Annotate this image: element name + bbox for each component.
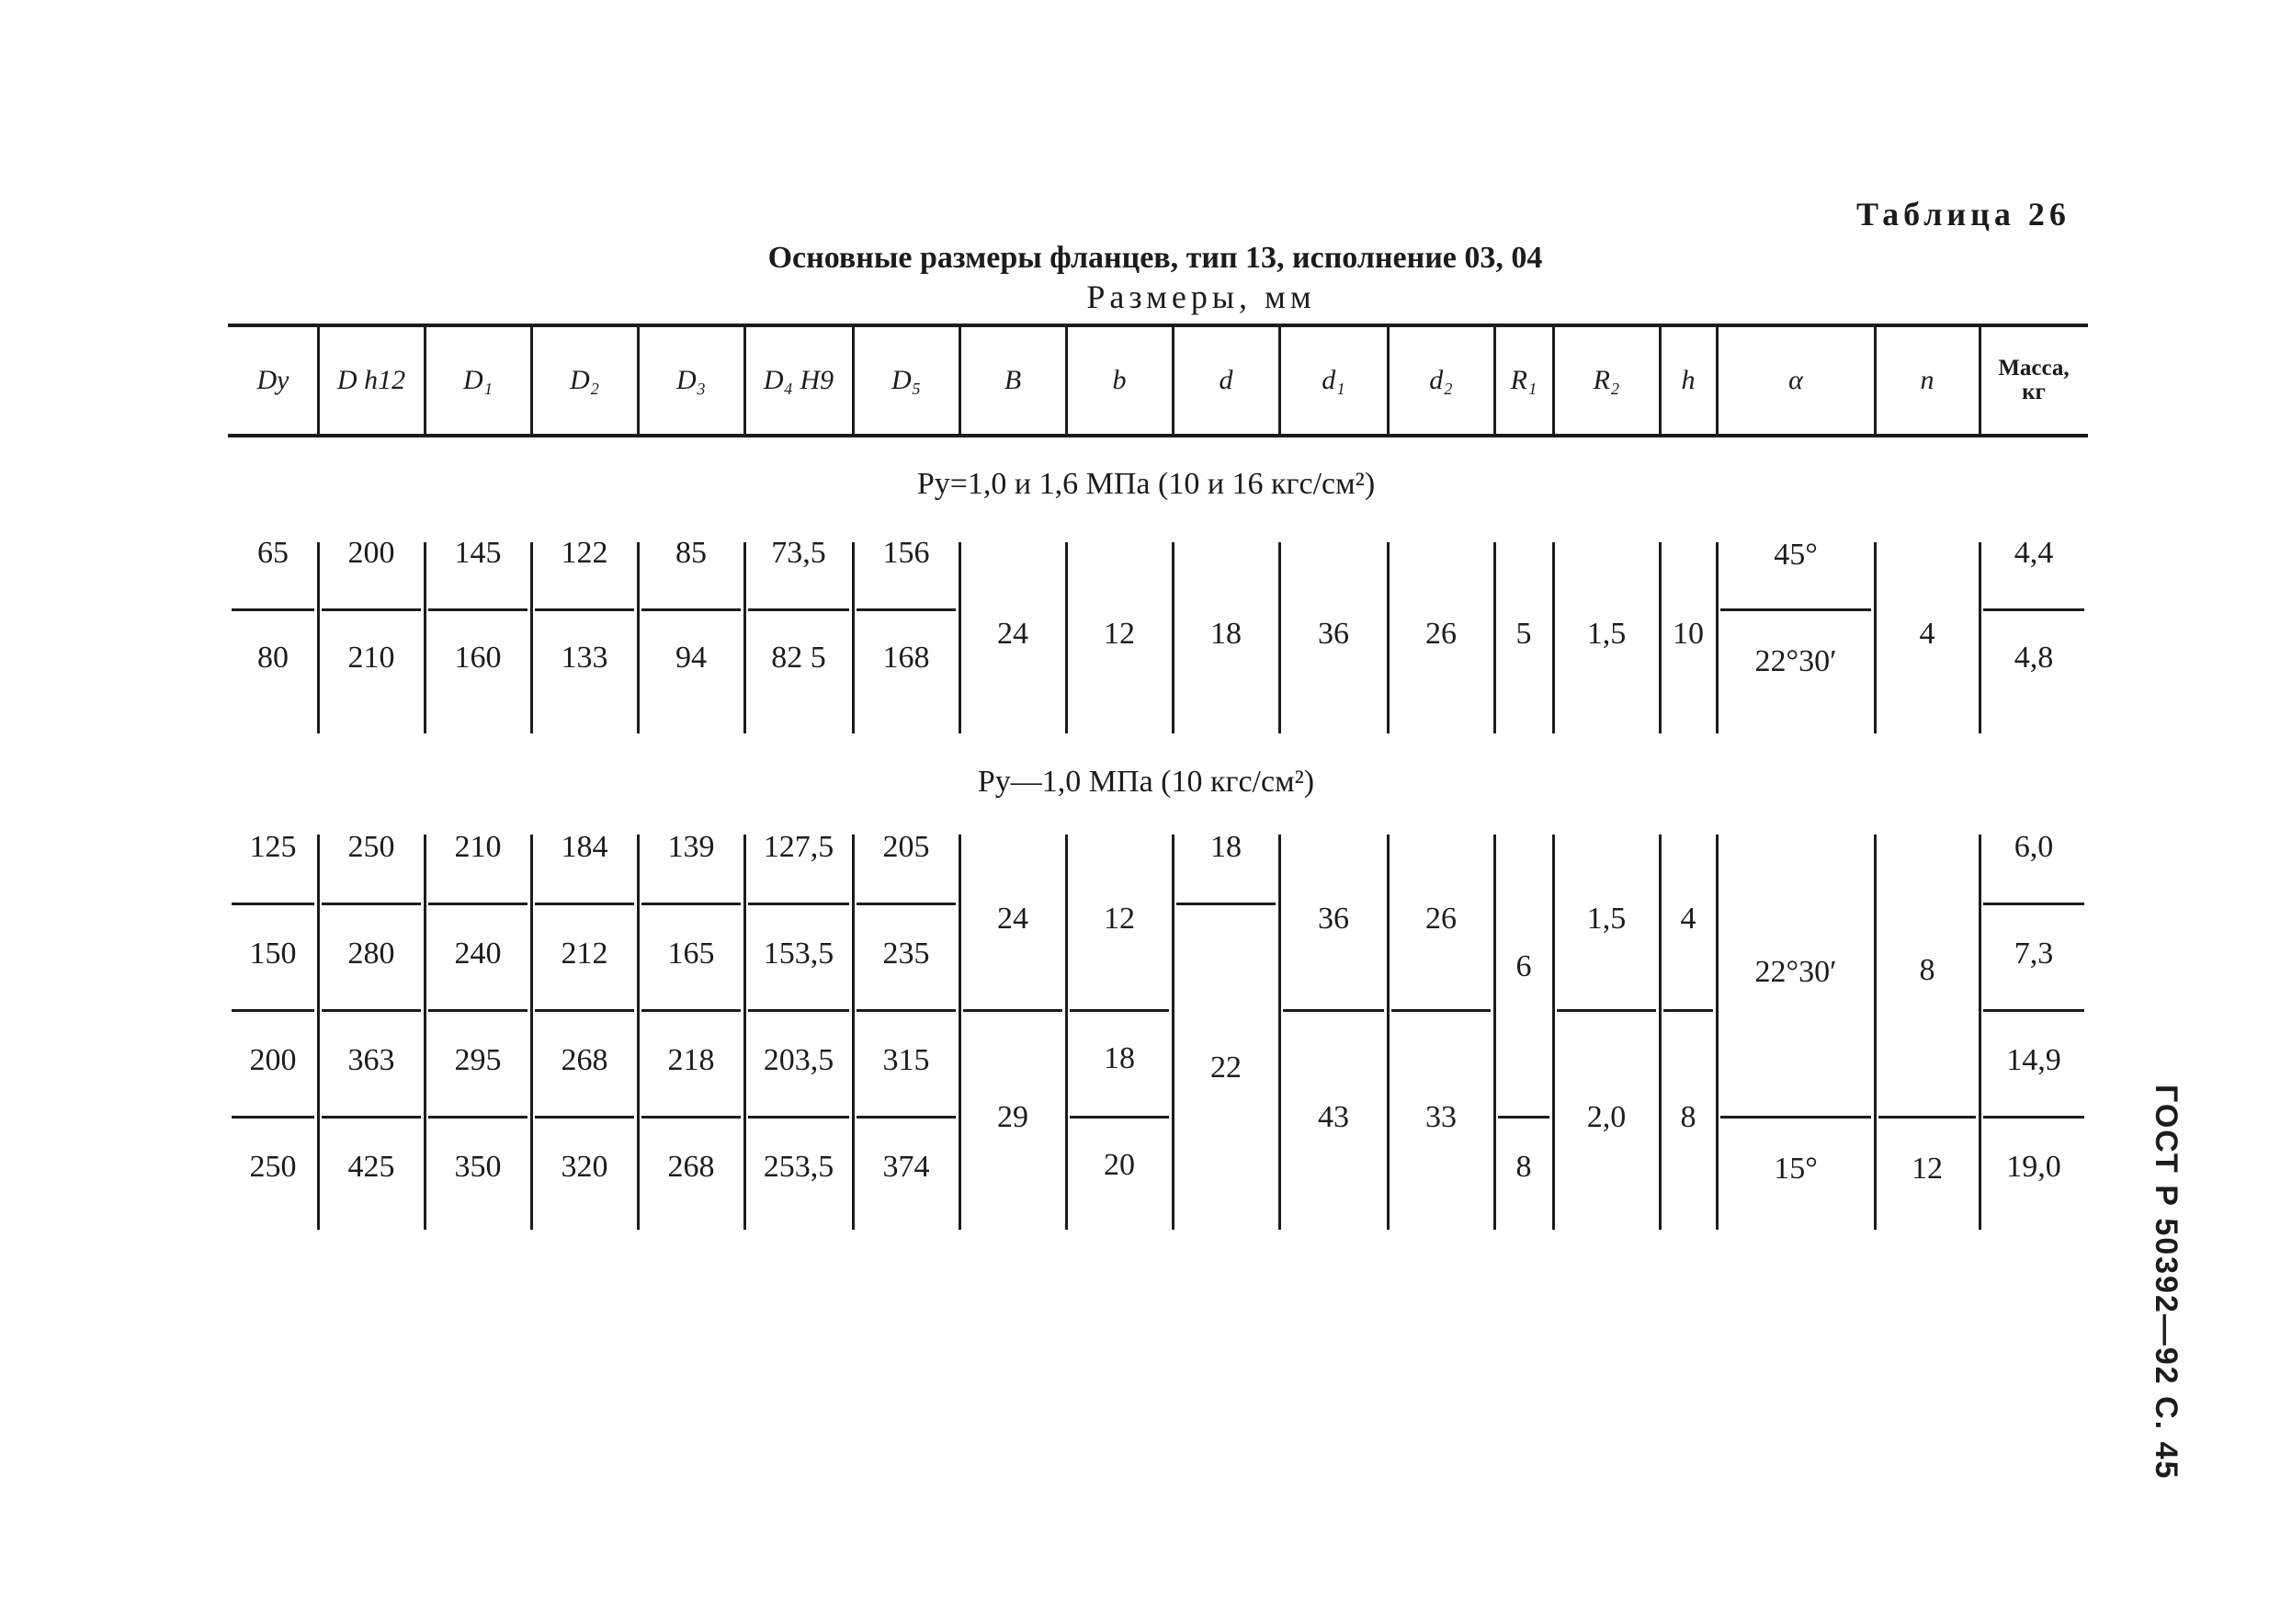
table-top-rule	[228, 324, 2088, 327]
cell-d4: 127,5	[763, 830, 834, 864]
group2-column-rule	[1278, 835, 1281, 1230]
cell-d5: 315	[882, 1043, 930, 1077]
cell-dy: 200	[249, 1043, 297, 1077]
row-divider	[641, 1116, 741, 1119]
cell-b-merged: 12	[1104, 617, 1135, 651]
cell-d2-top: 26	[1425, 902, 1457, 936]
cell-d3: 218	[667, 1043, 715, 1077]
cell-r2-merged: 1,5	[1586, 617, 1627, 651]
merged-divider	[1070, 1116, 1169, 1119]
group2-column-rule	[1387, 835, 1390, 1230]
cell-h-merged: 10	[1673, 617, 1704, 651]
table-title: Основные размеры фланцев, тип 13, исполнение 03, 04	[767, 241, 1543, 275]
cell-n-merged: 4	[1919, 617, 1935, 651]
cell-dy: 65	[257, 536, 289, 570]
merged-divider	[1663, 1009, 1713, 1012]
cell-d1: 210	[454, 830, 502, 864]
header-mass: Масса, кг	[1998, 356, 2070, 404]
row-divider	[641, 608, 741, 611]
cell-mass: 4,8	[2014, 641, 2054, 675]
cell-d2: 212	[561, 937, 608, 971]
header-r2: R₂	[1593, 365, 1620, 395]
cell-d: 425	[347, 1150, 395, 1184]
row-divider	[857, 903, 956, 905]
row-divider	[428, 608, 528, 611]
cell-d2: 320	[561, 1150, 608, 1184]
cell-n-top: 8	[1919, 953, 1935, 987]
row-divider	[535, 1009, 634, 1012]
cell-d3: 165	[667, 937, 715, 971]
row-divider	[1983, 903, 2084, 905]
cell-d2: 122	[561, 536, 608, 570]
cell-d5: 374	[882, 1150, 930, 1184]
cell-b-row3: 18	[1104, 1041, 1135, 1075]
cell-d3: 85	[675, 536, 707, 570]
header-h: h	[1681, 365, 1696, 395]
header-d4-h9: D₄ H9	[763, 365, 834, 395]
cell-d-bottom: 22	[1210, 1050, 1242, 1085]
merged-divider	[1557, 1009, 1656, 1012]
cell-mass: 4,4	[2014, 536, 2054, 570]
row-divider	[748, 608, 849, 611]
cell-alpha: 45°	[1774, 538, 1818, 572]
cell-dy: 250	[249, 1150, 297, 1184]
cell-b-top: 24	[997, 902, 1028, 936]
cell-d4: 73,5	[771, 536, 826, 570]
cell-d2: 184	[561, 830, 608, 864]
row-divider	[641, 903, 741, 905]
cell-h-bottom: 8	[1680, 1100, 1696, 1134]
cell-d1: 295	[454, 1043, 502, 1077]
row-divider	[535, 1116, 634, 1119]
cell-r2-top: 1,5	[1586, 902, 1627, 936]
row-divider	[857, 1009, 956, 1012]
row-divider	[748, 1116, 849, 1119]
cell-b-bottom: 29	[997, 1100, 1028, 1134]
group-label-pressure-1: Pу=1,0 и 1,6 МПа (10 и 16 кгс/см²)	[916, 467, 1376, 501]
cell-d-merged: 18	[1210, 617, 1242, 651]
merged-divider	[1498, 1116, 1549, 1119]
gost-page-number: ГОСТ Р 50392—92 С. 45	[2149, 1085, 2184, 1481]
cell-dy: 150	[249, 937, 297, 971]
row-divider	[232, 1116, 314, 1119]
cell-alpha-row4: 15°	[1774, 1152, 1818, 1186]
cell-d1: 350	[454, 1150, 502, 1184]
cell-d1: 160	[454, 641, 502, 675]
cell-b-merged: 24	[997, 617, 1028, 651]
merged-divider	[1878, 1116, 1976, 1119]
cell-dy: 80	[257, 641, 289, 675]
cell-d: 200	[347, 536, 395, 570]
row-divider	[232, 608, 314, 611]
cell-d: 210	[347, 641, 395, 675]
row-divider	[1983, 1116, 2084, 1119]
cell-d: 280	[347, 937, 395, 971]
row-divider	[428, 1009, 528, 1012]
row-divider	[1720, 608, 1871, 611]
row-divider	[748, 903, 849, 905]
row-divider	[1983, 608, 2084, 611]
cell-d4: 203,5	[763, 1043, 834, 1077]
cell-d5: 156	[882, 536, 930, 570]
header-d2: D₂	[569, 365, 600, 395]
cell-d1: 240	[454, 937, 502, 971]
cell-r2-bottom: 2,0	[1586, 1100, 1627, 1134]
header-d2-small: d₂	[1429, 365, 1453, 395]
merged-divider	[1176, 903, 1276, 905]
cell-d2: 268	[561, 1043, 608, 1077]
cell-mass: 7,3	[2014, 937, 2054, 971]
cell-d2-merged: 26	[1425, 617, 1457, 651]
header-alpha: α	[1788, 365, 1803, 395]
cell-mass: 14,9	[2006, 1043, 2061, 1077]
header-d3: D₃	[675, 365, 707, 395]
cell-d4: 253,5	[763, 1150, 834, 1184]
merged-divider	[1391, 1009, 1491, 1012]
merged-divider	[1283, 1009, 1384, 1012]
row-divider	[535, 903, 634, 905]
header-b-width: B	[1004, 365, 1022, 395]
cell-d-row1: 18	[1210, 830, 1242, 864]
cell-r1-row4: 8	[1515, 1150, 1532, 1184]
row-divider	[232, 1009, 314, 1012]
cell-d2: 133	[561, 641, 608, 675]
cell-d1-merged: 36	[1318, 617, 1349, 651]
row-divider	[322, 608, 421, 611]
cell-d3: 94	[675, 641, 707, 675]
row-divider	[857, 608, 956, 611]
group2-column-rule	[1659, 835, 1662, 1230]
cell-d3: 139	[667, 830, 715, 864]
row-divider	[1983, 1009, 2084, 1012]
cell-d2-bottom: 33	[1425, 1100, 1457, 1134]
header-dy: Dу	[256, 365, 289, 395]
row-divider	[322, 903, 421, 905]
cell-d1-top: 36	[1318, 902, 1349, 936]
row-divider	[748, 1009, 849, 1012]
row-divider	[322, 1116, 421, 1119]
table-caption: Таблица 26	[1856, 196, 2071, 233]
header-d5: D₅	[891, 365, 922, 395]
row-divider	[428, 1116, 528, 1119]
header-d1: d₁	[1322, 365, 1345, 395]
header-r1: R₁	[1510, 365, 1537, 395]
cell-d5: 205	[882, 830, 930, 864]
row-divider	[535, 608, 634, 611]
cell-d: 250	[347, 830, 395, 864]
header-d-h12: D h12	[336, 365, 406, 395]
cell-mass: 6,0	[2014, 830, 2054, 864]
cell-d3: 268	[667, 1150, 715, 1184]
header-d1: D₁	[462, 365, 494, 395]
merged-divider	[1070, 1009, 1169, 1012]
group-label-pressure-2: Pу—1,0 МПа (10 кгс/см²)	[977, 765, 1315, 799]
header-b-thickness: b	[1112, 365, 1127, 395]
cell-alpha-top: 22°30′	[1754, 955, 1837, 989]
cell-alpha: 22°30′	[1754, 644, 1837, 678]
cell-d4: 153,5	[763, 937, 834, 971]
header-d-bolt: d	[1219, 365, 1233, 395]
cell-b-top: 12	[1104, 902, 1135, 936]
merged-divider	[963, 1009, 1062, 1012]
cell-n-row4: 12	[1912, 1152, 1943, 1186]
cell-h-top: 4	[1680, 902, 1696, 936]
header-n: n	[1920, 365, 1935, 395]
row-divider	[232, 903, 314, 905]
cell-d5: 235	[882, 937, 930, 971]
merged-divider	[1720, 1116, 1871, 1119]
row-divider	[322, 1009, 421, 1012]
row-divider	[641, 1009, 741, 1012]
cell-b-row4: 20	[1104, 1148, 1135, 1182]
row-divider	[428, 903, 528, 905]
header-bottom-rule	[228, 434, 2088, 437]
cell-mass: 19,0	[2006, 1150, 2061, 1184]
cell-d5: 168	[882, 641, 930, 675]
cell-dy: 125	[249, 830, 297, 864]
cell-d1: 145	[454, 536, 502, 570]
cell-d4: 82 5	[771, 641, 826, 675]
cell-r1-top: 6	[1515, 949, 1532, 983]
cell-r1-merged: 5	[1515, 617, 1532, 651]
units-note: Размеры, мм	[1086, 278, 1316, 315]
cell-d: 363	[347, 1043, 395, 1077]
cell-d1-bottom: 43	[1318, 1100, 1349, 1134]
row-divider	[857, 1116, 956, 1119]
